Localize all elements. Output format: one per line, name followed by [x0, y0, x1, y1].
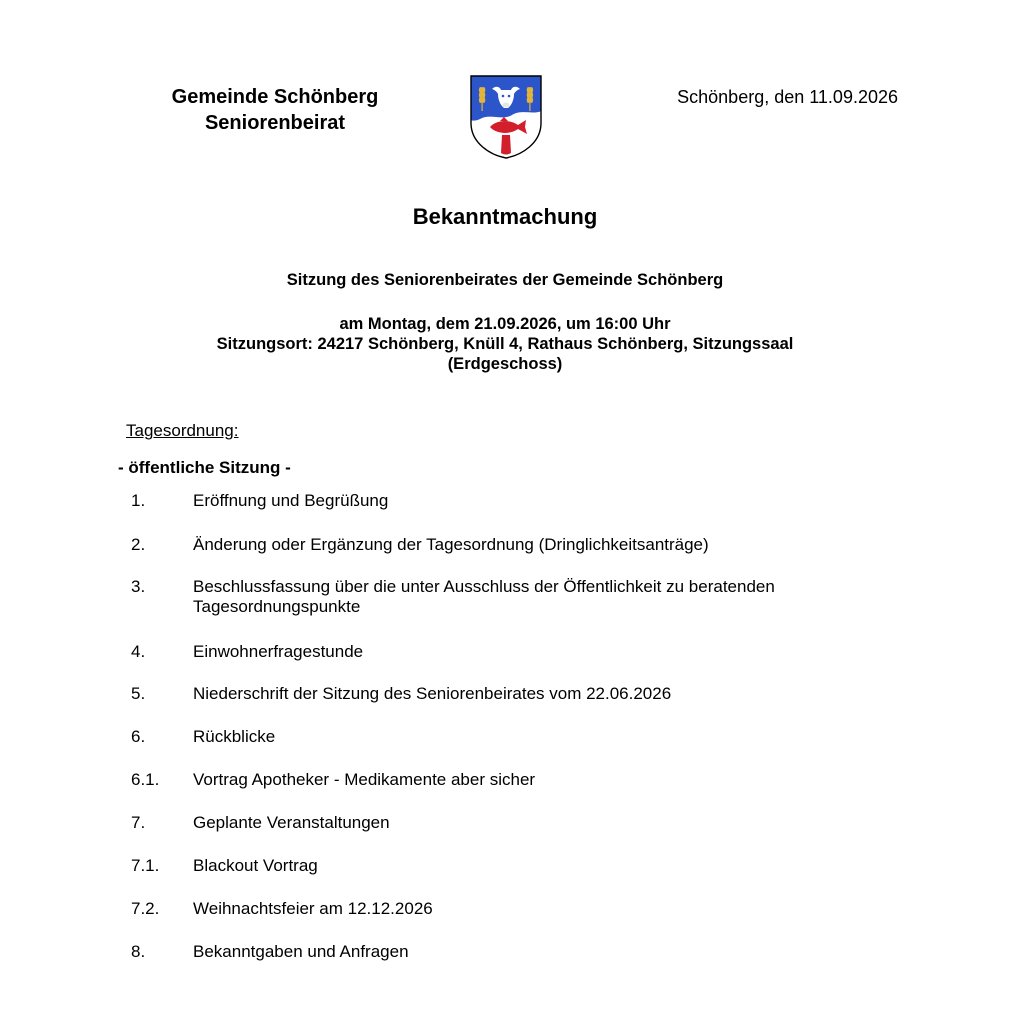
- agenda-item-text: Vortrag Apotheker - Medikamente aber sicher: [193, 770, 536, 789]
- document-date: Schönberg, den 11.09.2026: [677, 87, 898, 107]
- meeting-location-floor: (Erdgeschoss): [447, 355, 563, 373]
- agenda-item-number: 1.: [131, 491, 146, 510]
- agenda-item-text: Beschlussfassung über die unter Ausschluss der Öffentlichkeit zu beratenden Tagesordnungspunkte: [193, 577, 775, 616]
- agenda-item-text: Bekanntgaben und Anfragen: [193, 942, 409, 961]
- agenda-item-text: Niederschrift der Sitzung des Seniorenbeirates vom 22.06.2026: [193, 684, 672, 703]
- agenda-item-text: Weihnachtsfeier am 12.12.2026: [193, 899, 433, 918]
- agenda-item-text: Rückblicke: [193, 727, 276, 746]
- org-line-council: Seniorenbeirat: [204, 112, 346, 134]
- agenda-item-number: 4.: [131, 642, 146, 661]
- agenda-item-text: Einwohnerfragestunde: [193, 642, 364, 661]
- agenda-item-text: Geplante Veranstaltungen: [193, 813, 390, 832]
- agenda-item-number: 5.: [131, 684, 146, 703]
- agenda-item-number: 2.: [131, 535, 146, 554]
- coat-of-arms-logo: [470, 75, 542, 159]
- agenda-item-number: 8.: [131, 942, 146, 961]
- agenda-item-number: 3.: [131, 577, 146, 596]
- agenda-heading: Tagesordnung:: [126, 421, 239, 440]
- org-line-municipality: Gemeinde Schönberg: [171, 86, 379, 108]
- meeting-location: Sitzungsort: 24217 Schönberg, Knüll 4, Rathaus Schönberg, Sitzungssaal: [216, 335, 794, 353]
- agenda-item-text: Änderung oder Ergänzung der Tagesordnung (Dringlichkeitsanträge): [193, 535, 709, 554]
- organization-name: [150, 84, 400, 136]
- section-public-session: - öffentliche Sitzung -: [118, 458, 291, 477]
- agenda-item-number: 7.: [131, 813, 146, 832]
- agenda-item-number: 7.1.: [131, 856, 160, 875]
- agenda-item-number: 6.: [131, 727, 146, 746]
- agenda-item-text: Blackout Vortrag: [193, 856, 318, 875]
- meeting-subtitle: Sitzung des Seniorenbeirates der Gemeinde Schönberg: [286, 271, 724, 289]
- meeting-details: [0, 314, 1010, 374]
- document-title: Bekanntmachung: [412, 204, 598, 229]
- agenda-item-number: 7.2.: [131, 899, 160, 918]
- meeting-date-time: am Montag, dem 21.09.2026, um 16:00 Uhr: [339, 315, 671, 333]
- red-mark-shape: [501, 135, 511, 155]
- agenda-item-text: Eröffnung und Begrüßung: [193, 491, 389, 510]
- agenda-item-number: 6.1.: [131, 770, 160, 789]
